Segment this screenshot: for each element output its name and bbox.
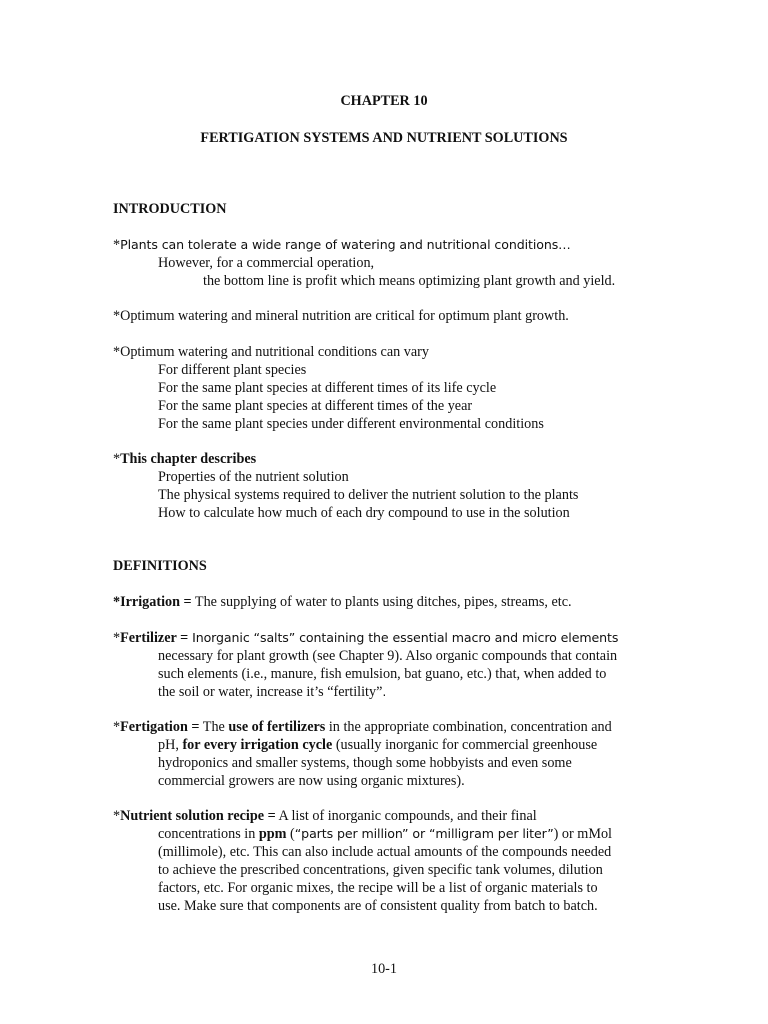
definition-text: in the appropriate combination, concentration and [325, 719, 612, 735]
list-item: How to calculate how much of each dry compound to use in the solution [158, 505, 570, 521]
definition-text: ( [286, 826, 295, 842]
definition-recipe-line-4: to achieve the prescribed concentrations, given specific tank volumes, dilution [158, 862, 603, 878]
bullet-star: * [113, 808, 121, 824]
definition-term: Fertigation = [120, 719, 200, 735]
definition-text: ) or mMol [553, 826, 612, 842]
definition-emphasis: ppm [258, 826, 287, 842]
definition-fertilizer-line-1 [113, 629, 618, 647]
definition-recipe-line-2 [158, 825, 612, 843]
definition-term: *Irrigation = [113, 594, 192, 610]
intro-paragraph-1-line-2: However, for a commercial operation, [158, 255, 375, 271]
definition-text: The [199, 719, 229, 735]
definition-recipe-line-1 [113, 807, 537, 825]
bullet-star: * [113, 451, 121, 467]
definition-text: pH, [158, 737, 183, 753]
bullet-star: * [113, 630, 121, 646]
definition-emphasis: for every irrigation cycle [182, 737, 333, 753]
definition-text: concentrations in [158, 826, 259, 842]
chapter-number: CHAPTER 10 [340, 93, 428, 109]
definition-fertigation-line-1 [113, 718, 612, 736]
definition-text: The supplying of water to plants using ditches, pipes, streams, etc. [191, 594, 572, 610]
intro-paragraph-2: *Optimum watering and mineral nutrition are critical for optimum plant growth. [113, 308, 569, 324]
definition-fertilizer-line-3: such elements (i.e., manure, fish emulsion, bat guano, etc.) that, when added to [158, 666, 607, 682]
definition-text: “parts per million” or “milligram per liter” [294, 826, 554, 841]
definition-recipe-line-3: (millimole), etc. This can also include actual amounts of the compounds needed [158, 844, 612, 860]
definition-text: Inorganic “salts” containing the essential macro and micro elements [188, 630, 619, 645]
intro-paragraph-1-line-3: the bottom line is profit which means optimizing plant growth and yield. [203, 273, 616, 289]
definitions-heading: DEFINITIONS [113, 558, 207, 574]
bullet-star: * [113, 719, 121, 735]
page-number: 10-1 [370, 961, 397, 977]
definition-fertigation-line-2 [158, 736, 597, 754]
definition-term: Nutrient solution recipe = [120, 808, 276, 824]
definition-recipe-line-6: use. Make sure that components are of consistent quality from batch to batch. [158, 898, 598, 914]
definition-text: (usually inorganic for commercial greenhouse [332, 737, 598, 753]
chapter-describes-label: This chapter describes [120, 451, 257, 467]
introduction-heading: INTRODUCTION [113, 201, 227, 217]
definition-irrigation [113, 593, 572, 611]
definition-emphasis: use of fertilizers [228, 719, 326, 735]
list-item: Properties of the nutrient solution [158, 469, 349, 485]
list-item: For the same plant species at different times of the year [158, 398, 473, 414]
definition-fertigation-line-3: hydroponics and smaller systems, though some hobbyists and even some [158, 755, 572, 771]
list-item: For the same plant species at different times of its life cycle [158, 380, 497, 396]
list-item: For the same plant species under different environmental conditions [158, 416, 544, 432]
definition-term: Fertilizer = [120, 630, 189, 646]
chapter-title: FERTIGATION SYSTEMS AND NUTRIENT SOLUTIONS [200, 130, 568, 146]
definition-text: the soil or water, increase it’s “fertility” [158, 684, 383, 700]
bullet-star: * [113, 237, 121, 253]
definition-fertilizer-line-4 [158, 683, 386, 701]
intro-paragraph-1-text: Plants can tolerate a wide range of watering and nutritional conditions… [120, 237, 571, 252]
list-item: For different plant species [158, 362, 307, 378]
intro-paragraph-3-line-1: *Optimum watering and nutritional conditions can vary [113, 344, 429, 360]
definition-fertigation-line-4: commercial growers are now using organic mixtures). [158, 773, 465, 789]
definition-text: A list of inorganic compounds, and their final [275, 808, 537, 824]
intro-paragraph-1-line-1 [113, 236, 571, 254]
intro-paragraph-4-line-1 [113, 450, 256, 468]
list-item: The physical systems required to deliver the nutrient solution to the plants [158, 487, 579, 503]
definition-recipe-line-5: factors, etc. For organic mixes, the recipe will be a list of organic materials to [158, 880, 598, 896]
definition-text: . [382, 684, 387, 699]
definition-fertilizer-line-2: necessary for plant growth (see Chapter 9). Also organic compounds that contain [158, 648, 618, 664]
